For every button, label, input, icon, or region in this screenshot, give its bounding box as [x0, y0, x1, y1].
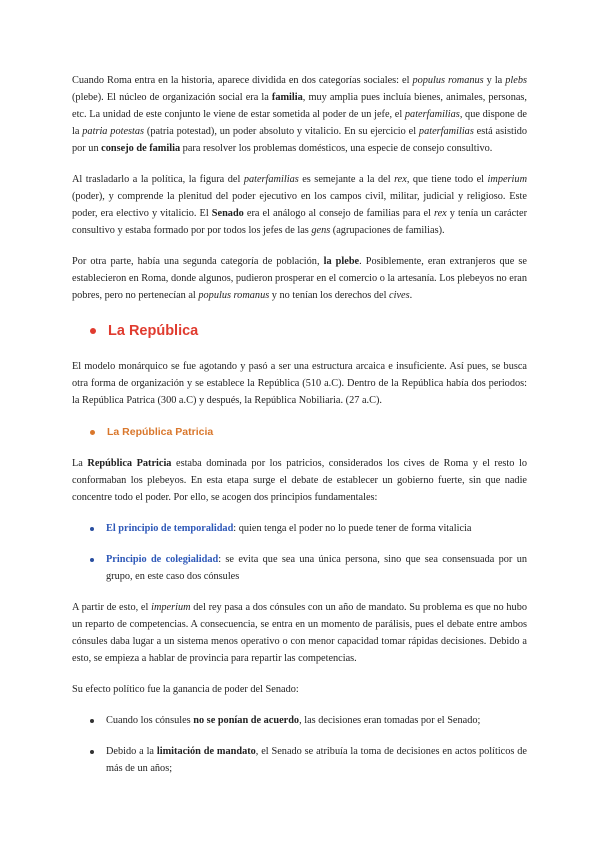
paragraph-modelo-monarquico: El modelo monárquico se fue agotando y pasó a ser una estructura arcaica e insuficiente. Así pues, se busca otra forma de organización y se establece la República (510 a.C). Dentro de la República había dos periodos: la República Patrica (300 a.C) y después, la República Nobiliaria. (27 a.C).	[72, 361, 527, 406]
heading-republica-text: La República	[108, 323, 199, 339]
paragraph-plebe: Por otra parte, había una segunda categoría de población, la plebe. Posiblemente, eran extranjeros que se establecieron en Roma, donde algunos, pudieron prosperar en el comercio o la artesanía. Los plebeyos no eran pobres, pero no pertenecían al populus romanus y no tenían los derechos del cives.	[72, 256, 527, 301]
bullet-icon	[90, 430, 95, 435]
list-item-limitacion: Debido a la limitación de mandato, el Senado se atribuía la toma de decisiones en actos políticos de más de un años;	[90, 743, 527, 777]
list-item-temporalidad: El principio de temporalidad: quien tenga el poder no lo puede tener de forma vitalicia	[90, 520, 527, 537]
bullet-icon	[90, 328, 96, 334]
bullet-icon	[90, 750, 94, 754]
heading-republica	[90, 320, 527, 342]
bullet-icon	[90, 527, 94, 531]
list-item-desacuerdo: Cuando los cónsules no se ponían de acuerdo, las decisiones eran tomadas por el Senado;	[90, 712, 527, 729]
paragraph-rex-senado: Al trasladarlo a la política, la figura del paterfamilias es semejante a la del rex, que tiene todo el imperium (poder), y comprende la plenitud del poder ejecutivo en los campos civil, militar, judicial y religioso. Este poder, era electivo y vitalicio. El Senado era el análogo al consejo de familias para el rex y tenía un carácter consultivo y estaba formado por por todos los jefes de las gens (agrupaciones de familias).	[72, 174, 528, 236]
bullet-icon	[90, 719, 94, 723]
paragraph-efecto-politico: Su efecto político fue la ganancia de poder del Senado:	[72, 684, 299, 695]
paragraph-social-categories: Cuando Roma entra en la historia, aparece dividida en dos categorías sociales: el populus romanus y la plebs (plebe). El núcleo de organización social era la familia, muy amplia pues incluía bienes, animales, personas, etc. La unidad de este conjunto le viene de estar sometida al poder de un jefe, el paterfamilias, que dispone de la patria potestas (patria potestad), un poder absoluto y vitalicio. En su ejercicio el paterfamilias está asistido por un consejo de familia para resolver los problemas domésticos, una especie de consejo consultivo.	[72, 75, 527, 154]
document-body	[72, 72, 527, 777]
bullet-icon	[90, 558, 94, 562]
paragraph-republica-patricia: La República Patricia estaba dominada por los patricios, considerados los cives de Roma y el resto lo conformaban los plebeyos. En esta etapa surge el debate de establecer un gobierno fuerte, sin que nadie concentre todo el poder. Por ello, se acogen dos principios fundamentales:	[72, 458, 527, 503]
list-item-colegialidad: Principio de colegialidad: se evita que sea una única persona, sino que sea consensuada por un grupo, en este caso dos cónsules	[90, 551, 527, 585]
heading-republica-patricia	[90, 423, 527, 441]
heading-republica-patricia-text: La República Patricia	[107, 426, 214, 438]
paragraph-consules: A partir de esto, el imperium del rey pasa a dos cónsules con un año de mandato. Su problema es que no hubo un reparto de competencias. A consecuencia, se entra en un momento de parálisis, pues el debate entre ambos cónsules daba lugar a un sistema menos operativo o con menor capacidad tomar rápidas decisiones. Debido a esto, se empieza a hablar de provincia para repartir las competencias.	[72, 602, 527, 664]
